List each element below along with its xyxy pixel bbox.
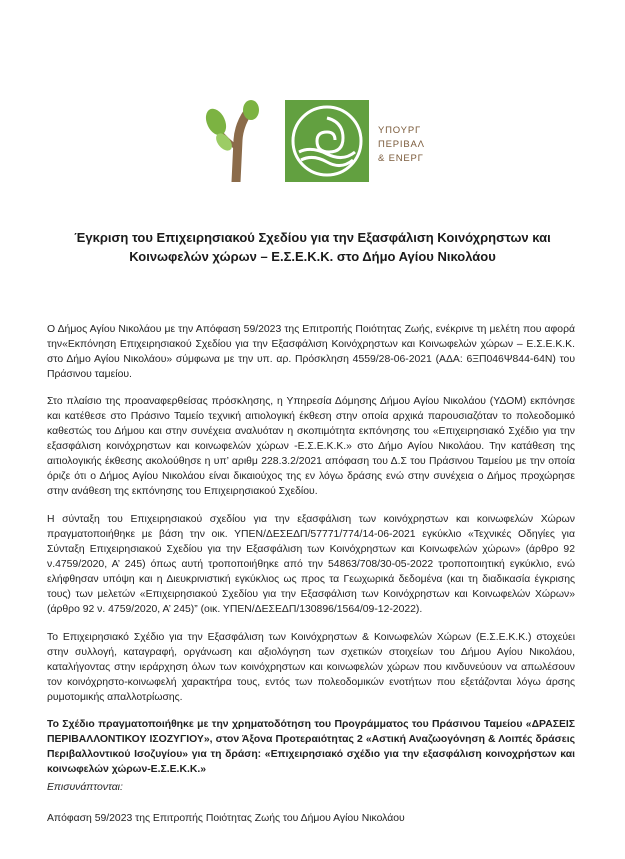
ministry-line-3: & ΕΝΕΡΓ [378, 153, 424, 164]
paragraph-objective: Το Επιχειρησιακό Σχέδιο για την Εξασφάλιση των Κοινόχρηστων & Κοινωφελών Χώρων (Ε.Σ.Ε.Κ.Κ.) στοχεύει στην συλλογή, καταγραφή, οργάνωση και αξιολόγηση των σχετικών στοιχείων του Δήμου Αγίου Νικολάου, καταλήγοντας στην ιεράρχηση όλων των κοινόχρηστων και κοινωφελών χώρων που κινδυνεύουν να απωλέσουν τον κοινόχρηστο-κοινωφελή χαρακτήρα τους, εντός των πολεοδομικών ενοτήτων που εξετάζονται λόγω άρσης ρυμοτομικής απαλλοτρίωσης. [47, 632, 575, 703]
ministry-line-1: ΥΠΟΥΡΓ [378, 125, 421, 136]
paragraph-approval: Ο Δήμος Αγίου Νικολάου με την Απόφαση 59/2023 της Επιτροπής Ποιότητας Ζωής, ενέκρινε τη μελέτη που αφορά την«Εκπόνηση Επιχειρησιακού Σχεδίου για την Εξασφάλιση Κοινόχρηστων και Κοινωφελών χώρων – Ε.Σ.Ε.Κ.Κ. στο Δήμο Αγίου Νικολάου» σύμφωνα με την υπ. αρ. Πρόσκληση 4559/28-06-2021 (ΑΔΑ: 6ΞΠ046Ψ844-64Ν) του Πράσινου ταμείου. [47, 324, 575, 380]
page-title: Έγκριση του Επιχειρησιακού Σχεδίου για την Εξασφάλιση Κοινόχρηστων και Κοινωφελών χώρων – Ε.Σ.Ε.Κ.Κ. στο Δήμο Αγίου Νικολάου [74, 230, 551, 264]
ministry-name [372, 100, 425, 182]
paragraph-funding: Το Σχέδιο πραγματοποιήθηκε με την χρηματοδότηση του Προγράμματος του Πράσινου Ταμείου «ΔΡΑΣΕΙΣ ΠΕΡΙΒΑΛΛΟΝΤΙΚΟΥ ΙΣΟΖΥΓΙΟΥ», στον Άξονα Προτεραιότητας 2 «Αστική Αναζωογόνηση & Λοιπές δράσεις Περιβαλλοντικού Ισοζυγίου» για τη δράση: «Επιχειρησιακό σχέδιο για την εξασφάλιση κοινοχρήστων και κοινωφελών χώρων-Ε.Σ.Ε.Κ.Κ.» [47, 719, 575, 775]
attachments-label: Επισυνάπτονται: [47, 782, 123, 793]
ministry-line-2: ΠΕΡΙΒΑΛ [378, 139, 425, 150]
environment-emblem [285, 100, 369, 182]
header-logos [196, 100, 425, 182]
green-fund-logo [196, 100, 278, 182]
attachment-item: Απόφαση 59/2023 της Επιτροπής Ποιότητας Ζωής του Δήμου Αγίου Νικολάου [47, 813, 405, 824]
paragraph-compilation: Η σύνταξη του Επιχειρησιακού σχεδίου για την εξασφάλιση των κοινόχρηστων και κοινωφελών Χώρων πραγματοποιήθηκε με βάση την οικ. ΥΠΕΝ/ΔΕΣΕΔΠ/57771/774/14-06-2021 εγκύκλιο «Τεχνικές Οδηγίες για Σύνταξη Επιχειρησιακού Σχεδίου για την Εξασφάλιση των Κοινόχρηστων και Κοινωφελών χώρων» (άρθρο 92 ν.4759/2020, Α’ 245) όπως αυτή τροποποιήθηκε από την 54863/708/30-05-2022 τροποποιητική εγκύκλιο, ενώ ελήφθησαν υπόψη και η Διευκρινιστική εγκύκλιος ως προς τα Γεωχωρικά δεδομένα (και τη διαδικασία έγκρισης τους) των μελετών «Επιχειρησιακού Σχεδίου για την Εξασφάλιση των Κοινόχρηστων και Κοινωφελών Χώρων» (άρθρο 92 ν. 4759/2020, Α’ 245)” (οικ. ΥΠΕΝ/ΔΕΣΕΔΠ/130896/1564/09-12-2022). [47, 514, 575, 615]
paragraph-context: Στο πλαίσιο της προαναφερθείσας πρόσκλησης, η Υπηρεσία Δόμησης Δήμου Αγίου Νικολάου (ΥΔΟΜ) εκπόνησε και κατέθεσε στο Πράσινο Ταμείο τεχνική αιτιολογική έκθεση στην οποία αρχικά παρουσιαζόταν το πολεοδομικό καθεστώς του Δήμου και στην συνέχεια αναλυόταν η σκοπιμότητα εκπόνησης του «Επιχειρησιακό Σχέδιο για την εξασφάλιση κοινόχρηστων και κοινωφελών χώρων -Ε.Σ.Ε.Κ.Κ.» στο Δήμο Αγίου Νικολάου. Την κατάθεση της αιτιολογικής έκθεσης ακολούθησε η υπ’ αριθμ 228.3.2/2021 απόφαση του Δ.Σ του Πράσινου Ταμείου με την οποία όριζε ότι ο Δήμος Αγίου Νικολάου είναι δικαιούχος της εν λόγω δράσης ενώ στην συνέχεια ο Δήμος προχώρησε στην ανάθεση της εκπόνησης του Επιχειρησιακού Σχεδίου. [47, 396, 575, 497]
